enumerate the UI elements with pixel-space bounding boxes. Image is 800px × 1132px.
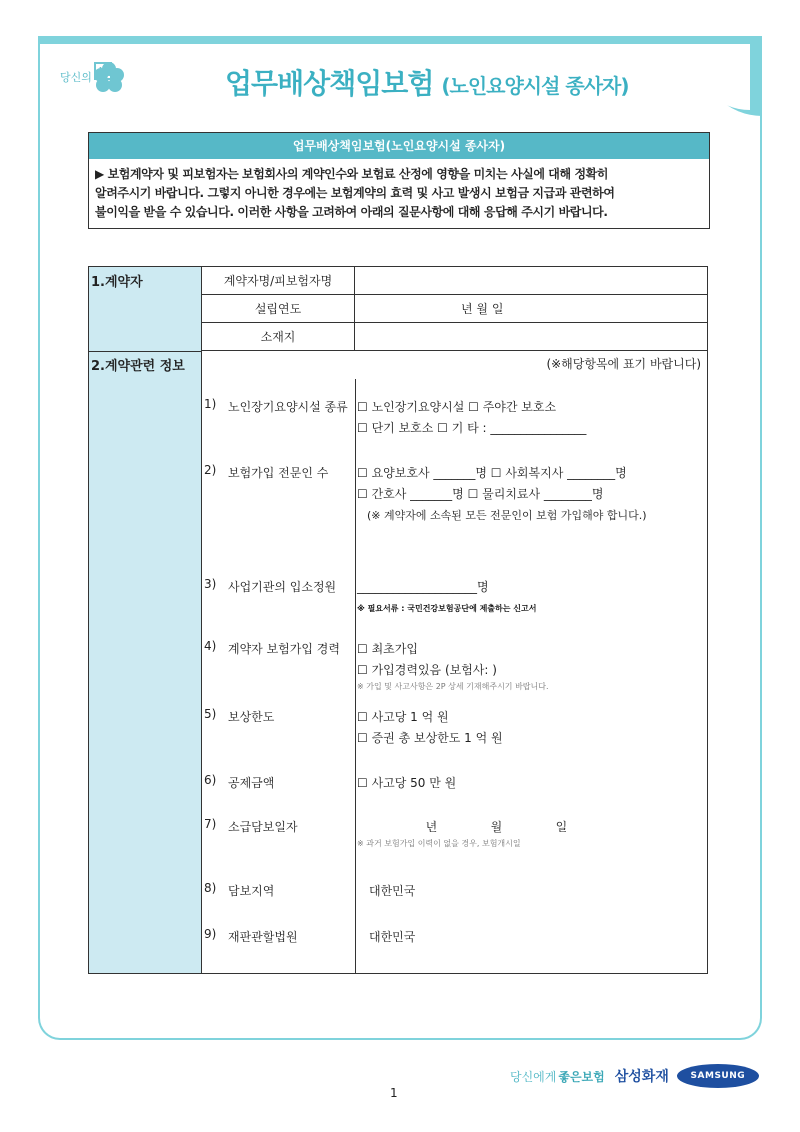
notice-body <box>89 159 709 228</box>
notice-box <box>88 132 710 229</box>
item-label: 노인장기요양시설 종류 <box>228 400 348 414</box>
title-sub: (노인요양시설 종사자) <box>441 74 629 98</box>
table-row <box>202 323 707 351</box>
contractor-name-field[interactable] <box>355 267 707 295</box>
page-number: 1 <box>390 1086 398 1100</box>
application-form <box>88 266 708 974</box>
item-options[interactable]: 년 월 일 ※ 과거 보험가입 이력이 없을 경우, 보험개시일 <box>357 820 568 848</box>
table-row <box>202 267 707 295</box>
item-label: 재판관할법원 <box>228 930 298 944</box>
notice-header: 업무배상책임보험(노인요양시설 종사자) <box>89 133 709 159</box>
section1-title: 1.계약자 <box>91 275 143 290</box>
row-label: 계약자명/피보험자명 <box>202 267 355 295</box>
item-options[interactable]: ☐ 요양보호사 _______명 ☐ 사회복지사 ________명 ☐ 간호사 _______명 ☐ 물리치료사 ________명 (※ 계약자에 소속된 모든 전문인이 보험 가입해야 합니다.) <box>357 466 647 522</box>
flower-icon <box>94 62 124 92</box>
item-label: 보상한도 <box>228 710 275 724</box>
item-options[interactable]: ☐ 사고당 1 억 원 ☐ 증권 총 보상한도 1 억 원 <box>357 710 503 745</box>
title-main: 업무배상책임보험 <box>225 67 434 100</box>
footer-brand <box>510 1064 759 1088</box>
item-label: 보험가입 전문인 수 <box>228 466 329 480</box>
brand-logo <box>60 62 124 92</box>
item-value: 대한민국 <box>369 884 416 898</box>
notice-line: 불이익을 받을 수 있습니다. 이러한 사항을 고려하여 아래의 질문사항에 대해 응답해 주시기 바랍니다. <box>95 205 608 219</box>
item-options[interactable]: ☐ 노인장기요양시설 ☐ 주야간 보호소 ☐ 단기 보호소 ☐ 기 타 : ________________ <box>357 400 587 435</box>
item-label: 사업기관의 입소정원 <box>228 580 337 594</box>
brand-text: 당신의 <box>60 71 92 84</box>
section2-table: (※해당항목에 표기 바랍니다) 1) 노인장기요양시설 종류 ☐ 노인장기요양시설 ☐ 주야간 보호소 ☐ 단기 보호소 ☐ 기 타 : ________________ 2) 보험가입 전문인 수 ☐ 요양보호사 _______명 ☐ 사회복지사 ________명 ☐ 간호사 _______명 ☐ 물리치료사 ________명 (※ 계약자에 소속된 모든 전문인이 보험 가입해야 합니다.) 3) 사업기관의 입소정원 ____________________명 ※ 필요서류 : 국민건강보험공단에 제출하는 신고서 4) 계약자 보험가입 경력 ☐ 최초가입 ☐ 가입경력있음 (보험사: ) ※ 가입 및 사고사항은 2P 상세 기재해주시기 바랍니다. 5) 보상한도 ☐ 사고당 1 억 원 ☐ 증권 총 보상한도 1 억 원 6) 공제금액 ☐ 사고당 50 만 원 7) 소급담보일자 년 월 일 ※ 과거 보험가입 이력이 없을 경우, 보험개시일 8) 담보지역 대한민국 9) 재판관할법원 대한민국 <box>202 351 707 973</box>
founding-date-field[interactable]: 년 월 일 <box>461 302 504 316</box>
item-label: 계약자 보험가입 경력 <box>228 642 340 656</box>
item-options[interactable]: ____________________명 ※ 필요서류 : 국민건강보험공단에 제출하는 신고서 <box>357 580 537 613</box>
table-row <box>202 295 707 323</box>
section2-note: (※해당항목에 표기 바랍니다) <box>546 357 701 371</box>
item-value: 대한민국 <box>369 930 416 944</box>
address-field[interactable] <box>355 323 707 351</box>
page-title <box>225 62 629 102</box>
row-label: 설립연도 <box>202 295 355 323</box>
notice-line: ▶ 보험계약자 및 피보험자는 보험회사의 계약인수와 보험료 산정에 영향을 미치는 사실에 대해 정확히 <box>95 167 609 181</box>
row-label: 소재지 <box>202 323 355 351</box>
footer-company: 삼성화재 <box>614 1069 669 1085</box>
footer-slogan: 당신에게 <box>510 1069 557 1084</box>
section-sidebar <box>89 267 202 973</box>
item-label: 공제금액 <box>228 776 275 790</box>
section1-table <box>202 267 707 351</box>
item-label: 소급담보일자 <box>228 820 298 834</box>
samsung-logo: SAMSUNG <box>677 1064 759 1088</box>
section2-title: 2.계약관련 정보 <box>91 359 185 374</box>
item-label: 담보지역 <box>228 884 275 898</box>
item-options[interactable]: ☐ 최초가입 ☐ 가입경력있음 (보험사: ) ※ 가입 및 사고사항은 2P 상세 기재해주시기 바랍니다. <box>357 642 549 691</box>
notice-line: 알려주시기 바랍니다. 그렇지 아니한 경우에는 보험계약의 효력 및 사고 발생시 보험금 지급과 관련하여 <box>95 186 615 200</box>
item-options[interactable]: ☐ 사고당 50 만 원 <box>357 776 457 790</box>
footer-slogan-bold: 좋은보험 <box>558 1069 605 1084</box>
